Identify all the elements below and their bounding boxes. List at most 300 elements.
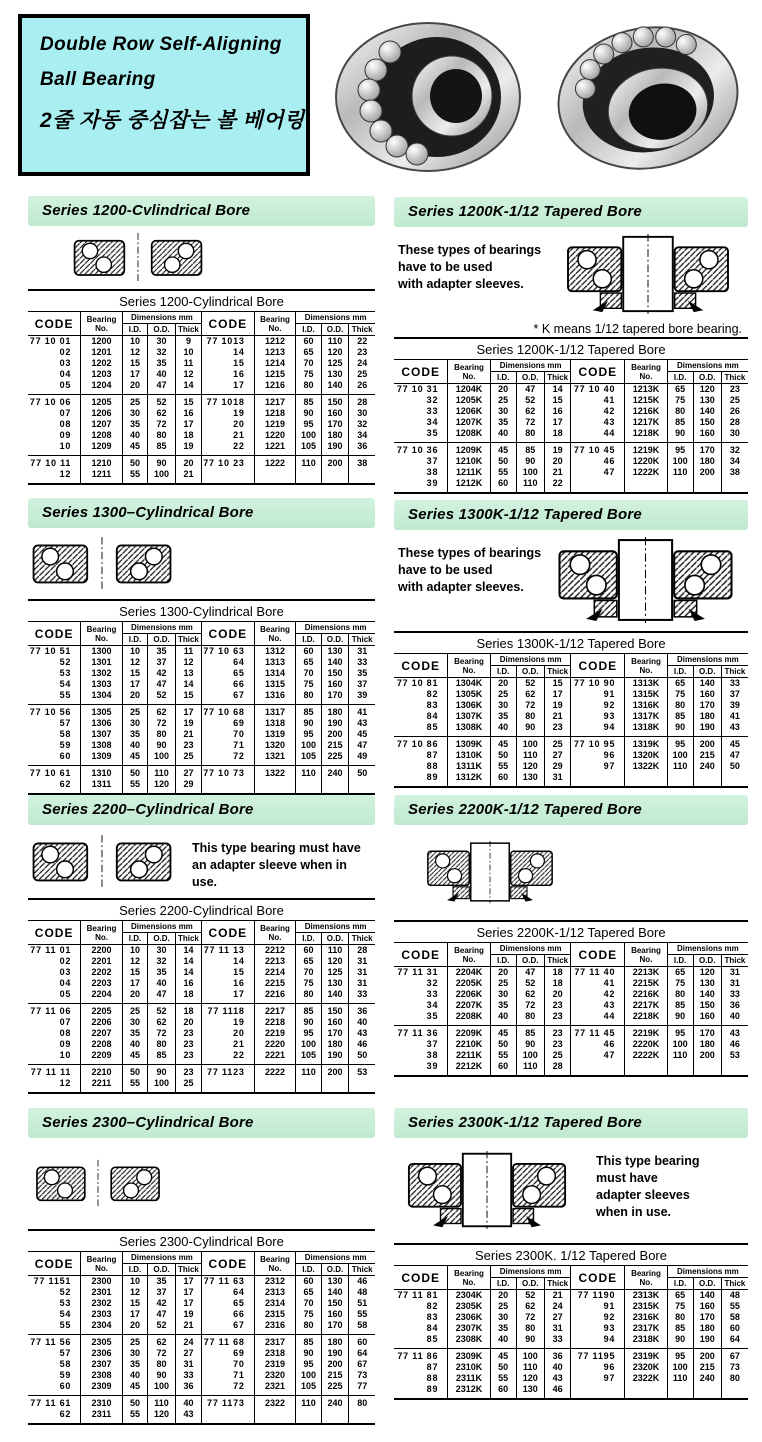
bearing-no-cell: 2207K: [448, 1000, 490, 1011]
bearing-no-cell: 1302: [81, 668, 123, 679]
thick-cell: 26: [729, 406, 740, 416]
col-header-bearing-no: Bearing No.: [81, 1252, 123, 1276]
id-cell: 20: [490, 967, 516, 979]
col-header-od: O.D.: [321, 1264, 349, 1276]
bearing-no-cell: 2309: [81, 1381, 123, 1396]
code-cell: 19: [201, 408, 254, 419]
figure-row: [394, 832, 748, 917]
bearing-no-cell: 2304K: [448, 1290, 490, 1302]
code-cell: 55: [28, 1320, 81, 1335]
bearing-no-cell: 2322: [254, 1396, 296, 1410]
od-cell: 180: [321, 1039, 349, 1050]
thick-cell: 20: [175, 1017, 201, 1028]
series-table: [394, 653, 748, 788]
thick-cell: 32: [357, 419, 368, 429]
bearing-no-cell: 2311K: [448, 1373, 490, 1384]
bearing-no-cell: 1315: [254, 679, 296, 690]
bearing-no-cell: 1218K: [625, 428, 667, 443]
od-cell: 52: [516, 1290, 544, 1302]
col-header-od: O.D.: [321, 324, 349, 336]
id-cell: 45: [490, 1026, 516, 1040]
k-meaning-note: * K means 1/12 tapered bore bearing.: [533, 322, 742, 336]
cylindrical-bore-cross-section-diagram: [58, 233, 218, 281]
od-cell: 47: [148, 1309, 176, 1320]
od-cell: 130: [321, 1276, 349, 1288]
bearing-no-cell: 2320K: [625, 1362, 667, 1373]
od-cell: 200: [693, 467, 721, 478]
bearing-no-cell: [254, 779, 296, 794]
bearing-no-cell: 1307: [81, 729, 123, 740]
table-row: [394, 1061, 748, 1076]
thick-cell: 23: [175, 1028, 201, 1039]
bearing-no-cell: 2222: [254, 1065, 296, 1079]
thick-cell: 23: [357, 347, 368, 357]
od-cell: 170: [693, 1312, 721, 1323]
col-header-thick: Thick: [349, 933, 375, 945]
col-header-id: I.D.: [296, 1264, 321, 1276]
thick-cell: 14: [175, 945, 201, 957]
code-cell: 96: [571, 1362, 625, 1373]
thick-cell: 20: [175, 456, 201, 470]
thick-cell: 18: [175, 1004, 201, 1018]
col-header-od: O.D.: [693, 1278, 721, 1290]
bearing-no-cell: 2220K: [625, 1039, 667, 1050]
bearing-no-cell: [625, 478, 667, 493]
id-cell: 50: [490, 750, 516, 761]
thick-cell: 80: [729, 1373, 740, 1383]
bearing-no-cell: 2218K: [625, 1011, 667, 1026]
thick-cell: 34: [729, 456, 740, 466]
bearing-no-cell: 2208: [81, 1039, 123, 1050]
id-cell: 15: [122, 1298, 147, 1309]
id-cell: 90: [296, 718, 321, 729]
bearing-no-cell: 1215K: [625, 395, 667, 406]
thick-cell: 17: [544, 689, 571, 700]
bearing-no-cell: 1214: [254, 358, 296, 369]
bearing-no-cell: 2211: [81, 1078, 123, 1093]
thick-cell: [721, 1384, 748, 1399]
id-cell: 45: [490, 1349, 516, 1363]
od-cell: 150: [693, 417, 721, 428]
col-header-bearing-no: Bearing No.: [254, 921, 296, 945]
code-cell: 32: [394, 978, 448, 989]
id-cell: 95: [667, 737, 693, 751]
col-header-dimensions: Dimensions mm: [122, 1252, 201, 1264]
table-body: [394, 1290, 748, 1400]
col-header-dimensions: Dimensions mm: [490, 1266, 571, 1278]
thick-cell: 12: [175, 657, 201, 668]
col-header-dimensions: Dimensions mm: [122, 622, 201, 634]
bearing-no-cell: 2205K: [448, 978, 490, 989]
code-cell: 77 1018: [201, 395, 254, 409]
bearing-no-cell: 2319: [254, 1359, 296, 1370]
table-row: [394, 1373, 748, 1384]
col-header-code: CODE: [28, 921, 81, 945]
code-cell: 77 1151: [28, 1276, 81, 1288]
diagram-wrap: [58, 233, 218, 286]
od-cell: 110: [321, 336, 349, 348]
figure-row: [394, 234, 748, 319]
table-row: [394, 1323, 748, 1334]
bearing-no-cell: [625, 772, 667, 787]
cylindrical-bore-cross-section-diagram: [28, 535, 176, 591]
bearing-no-cell: 1200: [81, 336, 123, 348]
table-row: [394, 406, 748, 417]
table-row: [28, 718, 375, 729]
id-cell: 110: [296, 1065, 321, 1079]
table-row: [28, 945, 375, 957]
table-row: [28, 1348, 375, 1359]
id-cell: 80: [296, 690, 321, 705]
table-head: [394, 943, 748, 967]
id-cell: 85: [296, 1004, 321, 1018]
od-cell: 180: [321, 1335, 349, 1349]
od-cell: 120: [693, 967, 721, 979]
od-cell: 180: [321, 430, 349, 441]
thick-cell: 43: [175, 1409, 201, 1424]
thick-cell: 23: [544, 1011, 571, 1026]
table-row: [394, 678, 748, 690]
od-cell: 72: [148, 419, 176, 430]
thick-cell: 36: [357, 441, 368, 451]
table-head: [28, 622, 375, 646]
bearing-photo-2: [547, 18, 749, 176]
code-cell: 93: [571, 1323, 625, 1334]
id-cell: 65: [296, 1287, 321, 1298]
od-cell: 80: [516, 428, 544, 443]
table-row: [394, 417, 748, 428]
code-cell: 17: [201, 380, 254, 395]
od-cell: 30: [148, 336, 176, 348]
code-cell: 12: [28, 1078, 81, 1093]
id-cell: 105: [296, 441, 321, 456]
series-table: [28, 1251, 375, 1425]
table-row: [28, 1320, 375, 1335]
bearing-no-cell: 2216: [254, 989, 296, 1004]
figure-row: [28, 535, 375, 596]
bearing-no-cell: 1315K: [625, 689, 667, 700]
id-cell: 40: [490, 428, 516, 443]
bearing-no-cell: 1322K: [625, 761, 667, 772]
id-cell: 35: [122, 1359, 147, 1370]
table-row: [28, 380, 375, 395]
id-cell: 85: [667, 1323, 693, 1334]
id-cell: 55: [490, 761, 516, 772]
id-cell: 45: [490, 443, 516, 457]
od-cell: 47: [516, 967, 544, 979]
thick-cell: 55: [729, 1301, 740, 1311]
code-cell: 77 10 40: [571, 384, 625, 396]
code-cell: 04: [28, 978, 81, 989]
od-cell: 200: [321, 1359, 349, 1370]
bearing-no-cell: 1218: [254, 408, 296, 419]
id-cell: 60: [490, 1384, 516, 1399]
id-cell: 100: [296, 1039, 321, 1050]
bearing-no-cell: 2213: [254, 956, 296, 967]
id-cell: 110: [667, 1373, 693, 1384]
table-body: [394, 384, 748, 494]
col-header-id: I.D.: [296, 324, 321, 336]
bearing-no-cell: 1306: [81, 718, 123, 729]
thick-cell: 50: [349, 766, 375, 780]
code-cell: 77 10 95: [571, 737, 625, 751]
code-cell: 85: [394, 722, 448, 737]
code-cell: 77 11 31: [394, 967, 448, 979]
id-cell: 35: [122, 1028, 147, 1039]
bearing-no-cell: 2207: [81, 1028, 123, 1039]
od-cell: 200: [321, 1065, 349, 1079]
note-line: have to be used: [398, 563, 493, 577]
od-cell: 72: [148, 1028, 176, 1039]
bearing-no-cell: 1313K: [625, 678, 667, 690]
thick-cell: 23: [544, 722, 571, 737]
table-body: [28, 1276, 375, 1425]
note-line: These types of bearings: [398, 546, 542, 560]
bearing-no-cell: 1303: [81, 679, 123, 690]
code-cell: 71: [201, 740, 254, 751]
id-cell: 35: [490, 1323, 516, 1334]
bearing-no-cell: 2316: [254, 1320, 296, 1335]
code-cell: 77 10 56: [28, 705, 81, 719]
col-header-od: O.D.: [148, 933, 176, 945]
id-cell: 12: [122, 347, 147, 358]
id-cell: 95: [667, 1349, 693, 1363]
id-cell: 12: [122, 657, 147, 668]
od-cell: 110: [516, 750, 544, 761]
od-cell: 80: [516, 1323, 544, 1334]
od-cell: 160: [693, 689, 721, 700]
thick-cell: 24: [175, 1335, 201, 1349]
bearing-no-cell: 1316: [254, 690, 296, 705]
thick-cell: 14: [544, 384, 571, 396]
col-header-code: CODE: [201, 1252, 254, 1276]
thick-cell: 25: [544, 1050, 571, 1061]
thick-cell: 9: [175, 336, 201, 348]
id-cell: 85: [296, 705, 321, 719]
table-row: [28, 1287, 375, 1298]
thick-cell: 19: [175, 1309, 201, 1320]
code-cell: 59: [28, 740, 81, 751]
bearing-no-cell: 2311: [81, 1409, 123, 1424]
thick-cell: 21: [544, 711, 571, 722]
table-body: [394, 678, 748, 788]
thick-cell: 64: [357, 1348, 368, 1358]
od-cell: 62: [148, 705, 176, 719]
od-cell: 200: [693, 1349, 721, 1363]
col-header-bearing-no: Bearing No.: [448, 1266, 490, 1290]
thick-cell: 39: [729, 700, 740, 710]
code-cell: 34: [394, 417, 448, 428]
thick-cell: 33: [357, 657, 368, 667]
code-cell: 77 1190: [571, 1290, 625, 1302]
section-s1200: [28, 196, 375, 485]
table-row: [394, 467, 748, 478]
thick-cell: 47: [357, 740, 368, 750]
code-cell: 88: [394, 1373, 448, 1384]
code-cell: 83: [394, 700, 448, 711]
od-cell: 37: [148, 657, 176, 668]
table-row: [394, 1000, 748, 1011]
code-cell: 77 10 06: [28, 395, 81, 409]
id-cell: 60: [490, 772, 516, 787]
table-row: [28, 956, 375, 967]
col-header-thick: Thick: [544, 372, 571, 384]
table-row: [394, 395, 748, 406]
id-cell: 65: [667, 678, 693, 690]
thick-cell: 34: [357, 430, 368, 440]
id-cell: 100: [296, 1370, 321, 1381]
thick-cell: 17: [544, 417, 571, 428]
id-cell: 55: [490, 1373, 516, 1384]
bearing-no-cell: 2300: [81, 1276, 123, 1288]
bearing-no-cell: [625, 1061, 667, 1076]
od-cell: 160: [321, 408, 349, 419]
diagram-wrap: [28, 535, 176, 596]
id-cell: 15: [122, 358, 147, 369]
bearing-no-cell: 2210: [81, 1065, 123, 1079]
bearing-no-cell: [254, 469, 296, 484]
col-header-thick: Thick: [349, 634, 375, 646]
od-cell: 190: [321, 718, 349, 729]
table-row: [394, 989, 748, 1000]
bearing-no-cell: 2319K: [625, 1349, 667, 1363]
id-cell: 85: [296, 1335, 321, 1349]
col-header-thick: Thick: [349, 1264, 375, 1276]
id-cell: 40: [122, 1370, 147, 1381]
bearing-no-cell: 1216K: [625, 406, 667, 417]
od-cell: 72: [148, 1348, 176, 1359]
id-cell: 20: [122, 380, 147, 395]
col-header-id: I.D.: [296, 933, 321, 945]
od-cell: 37: [148, 1287, 176, 1298]
bearing-no-cell: 2219K: [625, 1026, 667, 1040]
table-row: [28, 1309, 375, 1320]
thick-cell: 31: [544, 772, 571, 787]
col-header-id: I.D.: [122, 1264, 147, 1276]
bearing-no-cell: 1310K: [448, 750, 490, 761]
bearing-no-cell: 1204K: [448, 384, 490, 396]
col-header-code: CODE: [571, 654, 625, 678]
code-cell: 91: [571, 689, 625, 700]
table-body: [394, 967, 748, 1077]
table-row: [394, 772, 748, 787]
od-cell: 47: [148, 380, 176, 395]
bearing-no-cell: 1210: [81, 456, 123, 470]
thick-cell: 33: [175, 1370, 201, 1381]
od-cell: 130: [516, 772, 544, 787]
od-cell: [321, 1078, 349, 1093]
thick-cell: 46: [544, 1384, 571, 1399]
od-cell: 225: [321, 1381, 349, 1396]
col-header-od: O.D.: [693, 666, 721, 678]
head-row-1: [394, 1266, 748, 1278]
od-cell: 215: [321, 1370, 349, 1381]
thick-cell: 15: [544, 678, 571, 690]
id-cell: 80: [296, 989, 321, 1004]
od-cell: 130: [321, 646, 349, 658]
table-row: [28, 1017, 375, 1028]
table-row: [28, 679, 375, 690]
thick-cell: 31: [357, 956, 368, 966]
table-row: [28, 395, 375, 409]
od-cell: 32: [148, 347, 176, 358]
table-row: [28, 358, 375, 369]
od-cell: 47: [516, 384, 544, 396]
thick-cell: 53: [729, 1050, 740, 1060]
thick-cell: 30: [729, 428, 740, 438]
code-cell: 77 10 81: [394, 678, 448, 690]
table-row: [28, 989, 375, 1004]
od-cell: 170: [321, 1320, 349, 1335]
col-header-thick: Thick: [175, 634, 201, 646]
od-cell: 190: [321, 1348, 349, 1359]
thick-cell: 25: [357, 369, 368, 379]
code-cell: 19: [201, 1017, 254, 1028]
od-cell: 120: [693, 384, 721, 396]
od-cell: 125: [321, 358, 349, 369]
bearing-no-cell: 2302: [81, 1298, 123, 1309]
od-cell: 240: [693, 1373, 721, 1384]
od-cell: 130: [693, 978, 721, 989]
head-row-1: [28, 312, 375, 324]
id-cell: 65: [296, 657, 321, 668]
thick-cell: 31: [175, 1359, 201, 1370]
code-cell: 33: [394, 406, 448, 417]
table-row: [28, 1028, 375, 1039]
table-row: [28, 430, 375, 441]
thick-cell: 10: [175, 347, 201, 358]
code-cell: 03: [28, 967, 81, 978]
table-row: [28, 740, 375, 751]
diagram-wrap: [394, 1145, 580, 1240]
table-row: [394, 1362, 748, 1373]
code-cell: 21: [201, 430, 254, 441]
thick-cell: 14: [175, 679, 201, 690]
od-cell: 225: [321, 751, 349, 766]
thick-cell: 46: [357, 1039, 368, 1049]
bearing-no-cell: 2206: [81, 1017, 123, 1028]
id-cell: 110: [296, 766, 321, 780]
bearing-no-cell: 1213K: [625, 384, 667, 396]
code-cell: 02: [28, 956, 81, 967]
od-cell: [321, 1409, 349, 1424]
bearing-no-cell: 1206K: [448, 406, 490, 417]
id-cell: 95: [296, 1359, 321, 1370]
section-s2300k: [394, 1108, 748, 1400]
code-cell: 35: [394, 1011, 448, 1026]
id-cell: 35: [490, 417, 516, 428]
od-cell: 90: [516, 1039, 544, 1050]
bearing-photo-1: [336, 23, 520, 171]
od-cell: 40: [148, 978, 176, 989]
id-cell: [667, 1061, 693, 1076]
thick-cell: 31: [357, 967, 368, 977]
thick-cell: 22: [357, 336, 368, 346]
col-header-od: O.D.: [693, 955, 721, 967]
bearing-no-cell: 2312K: [448, 1384, 490, 1399]
code-cell: 52: [28, 1287, 81, 1298]
col-header-id: I.D.: [490, 372, 516, 384]
od-cell: 52: [516, 678, 544, 690]
od-cell: 170: [321, 690, 349, 705]
bearing-no-cell: 2317: [254, 1335, 296, 1349]
thick-cell: 73: [357, 1370, 368, 1380]
od-cell: 62: [148, 1017, 176, 1028]
od-cell: 110: [516, 478, 544, 493]
od-cell: 90: [516, 456, 544, 467]
od-cell: 160: [321, 1309, 349, 1320]
thick-cell: 23: [175, 1065, 201, 1079]
